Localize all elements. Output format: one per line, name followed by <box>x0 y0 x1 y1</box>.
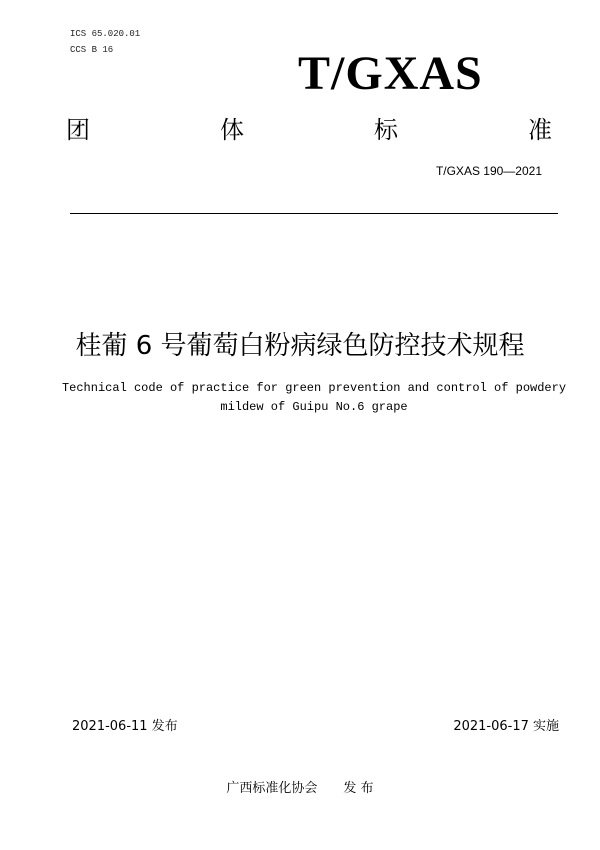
document-title-cn: 桂葡 6 号葡萄白粉病绿色防控技术规程 <box>75 331 525 361</box>
document-title-en-line2: mildew of Guipu No.6 grape <box>220 400 408 414</box>
implementation-date: 2021-06-17 实施 <box>453 719 559 734</box>
document-title-en-line1: Technical code of practice for green prevention and control of powdery <box>61 381 567 395</box>
organization-logo: T/GXAS <box>298 47 483 100</box>
standard-type-char: 准 <box>528 116 552 144</box>
publisher: 广西标准化协会 发 布 <box>226 781 374 796</box>
standard-type-char: 体 <box>220 116 244 144</box>
standard-type-char: 团 <box>66 116 90 144</box>
ics-code: ICS 65.020.01 <box>70 29 141 39</box>
standard-number: T/GXAS 190—2021 <box>435 164 542 178</box>
standard-type-char: 标 <box>374 116 398 144</box>
standard-type <box>66 116 552 144</box>
header-divider <box>70 213 558 214</box>
issue-date: 2021-06-11 发布 <box>72 719 178 734</box>
ccs-code: CCS B 16 <box>70 45 114 55</box>
